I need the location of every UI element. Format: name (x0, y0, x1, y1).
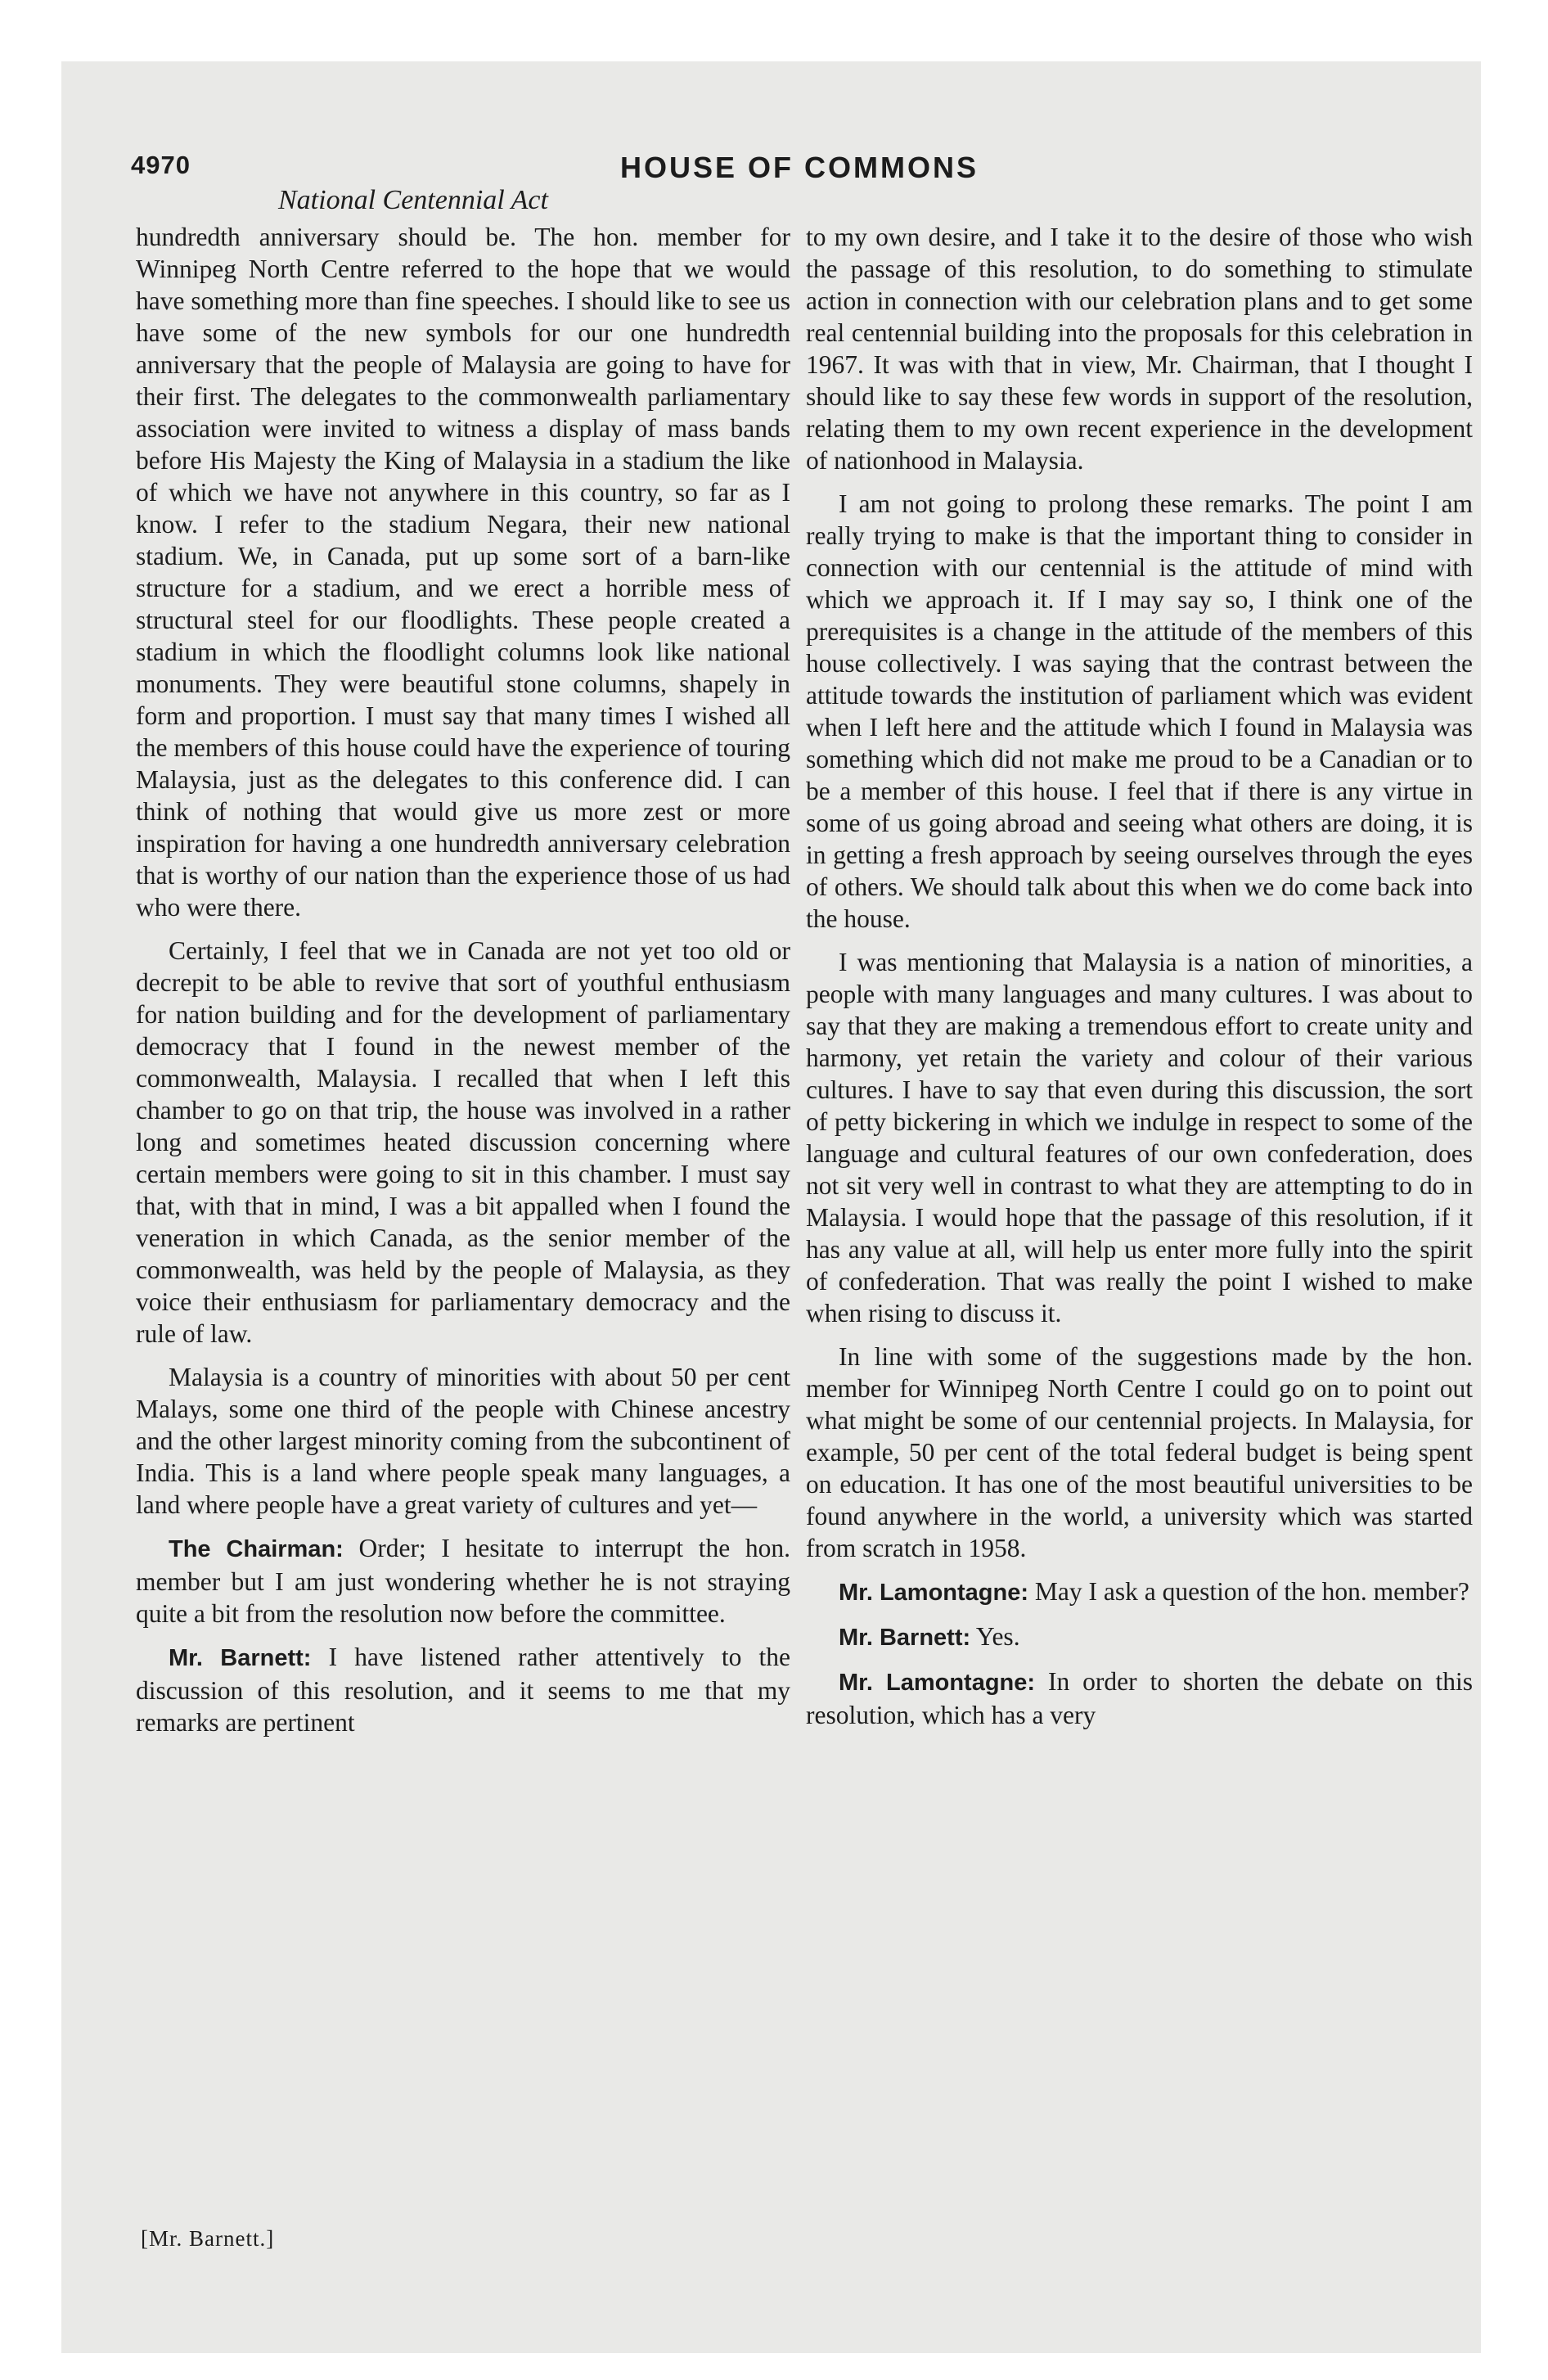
speech-text: May I ask a question of the hon. member? (1034, 1577, 1469, 1606)
speaker-reference: [Mr. Barnett.] (141, 2226, 275, 2251)
paragraph: Certainly, I feel that we in Canada are not yet too old or decrepit to be able to revive that sort of youthful enthusiasm for nation building and for the development of parliamentary democracy that I found in the newest member of the commonwealth, Malaysia. I recalled that when I left this chamber to go on that trip, the house was involved in a rather long and sometimes heated discussion concerning where certain members were going to sit in this chamber. I must say that, with that in mind, I was a bit appalled when I found the veneration in which Canada, as the senior member of the commonwealth, was held by the people of Malaysia, as they voice their enthusiasm for parliamentary democracy and the rule of law. (136, 936, 790, 1348)
speaker-name: Mr. Barnett: (169, 1645, 312, 1671)
paragraph: In line with some of the suggestions made by the hon. member for Winnipeg North Centre I could go on to point out what might be some of our centennial projects. In Malaysia, for example, 50 per cent of the total federal budget is being spent on education. It has one of the most beautiful universities to be found anywhere in the world, a university which was started from scratch in 1958. (806, 1342, 1473, 1562)
paragraph: Malaysia is a country of minorities with about 50 per cent Malays, some one third of the people with Chinese ancestry and the other largest minority coming from the subcontinent of India. This is a land where people speak many languages, a land where people have a great variety of cultures and yet— (136, 1363, 790, 1519)
paragraph: I am not going to prolong these remarks. The point I am really trying to make is that the important thing to consider in connection with our centennial is the attitude of mind with which we approach it. If I may say so, I think one of the prerequisites is a change in the attitude of the members of this house collectively. I was saying that the contrast between the attitude towards the institution of parliament which was evident when I left here and the attitude which I found in Malaysia was something which did not make me proud to be a Canadian or to be a member of this house. I feel that if there is any virtue in some of us going abroad and seeing what others are doing, it is in getting a fresh approach by seeing ourselves through the eyes of others. We should talk about this when we do come back into the house. (806, 489, 1473, 933)
page-title: HOUSE OF COMMONS (620, 151, 979, 184)
speaker-name: Mr. Lamontagne: (839, 1580, 1029, 1606)
left-column (136, 221, 790, 1738)
speech-text: I have listened rather attentively to the discussion of this resolution, and it seems to me that my remarks are pertinent (136, 1643, 790, 1737)
page-number: 4970 (131, 151, 191, 179)
speech-paragraph (136, 1641, 790, 1738)
speaker-name: The Chairman: (169, 1536, 344, 1562)
section-subtitle: National Centennial Act (278, 185, 548, 215)
speaker-name: Mr. Barnett: (839, 1625, 971, 1651)
speech-paragraph (806, 1575, 1473, 1609)
speech-paragraph (136, 1532, 790, 1629)
speech-text: Yes. (975, 1622, 1020, 1651)
speech-paragraph (806, 1620, 1473, 1654)
right-column (806, 221, 1473, 1731)
paragraph: hundredth anniversary should be. The hon. member for Winnipeg North Centre referred to the hope that we would have something more than fine speeches. I should like to see us have some of the new symbols for our one hundredth anniversary that the people of Malaysia are going to have for their first. The delegates to the commonwealth parliamentary association were invited to witness a display of mass bands before His Majesty the King of Malaysia in a stadium the like of which we have not anywhere in this country, so far as I know. I refer to the stadium Negara, their new national stadium. We, in Canada, put up some sort of a barn-like structure for a stadium, and we erect a horrible mess of structural steel for our floodlights. These people created a stadium in which the floodlight columns look like national monuments. They were beautiful stone columns, shapely in form and proportion. I must say that many times I wished all the members of this house could have the experience of touring Malaysia, just as the delegates to this conference did. I can think of nothing that would give us more zest or more inspiration for having a one hundredth anniversary celebration that is worthy of our nation than the experience those of us had who were there. (136, 223, 790, 922)
speaker-name: Mr. Lamontagne: (839, 1670, 1036, 1696)
speech-paragraph (806, 1666, 1473, 1731)
speech-text: Order; I hesitate to interrupt the hon. member but I am just wondering whether he is not straying quite a bit from the resolution now before the committee. (136, 1534, 791, 1628)
speech-text: In order to shorten the debate on this resolution, which has a very (806, 1667, 1474, 1729)
paragraph: to my own desire, and I take it to the desire of those who wish the passage of this resolution, to do something to stimulate action in connection with our celebration plans and to get some real centennial building into the proposals for this celebration in 1967. It was with that in view, Mr. Chairman, that I thought I should like to say these few words in support of the resolution, relating them to my own recent experience in the development of nationhood in Malaysia. (806, 223, 1473, 475)
paragraph: I was mentioning that Malaysia is a nation of minorities, a people with many languages and many cultures. I was about to say that they are making a tremendous effort to create unity and harmony, yet retain the variety and colour of their various cultures. I have to say that even during this discussion, the sort of petty bickering in which we indulge in respect to some of the language and cultural features of our own confederation, does not sit very well in contrast to what they are attempting to do in Malaysia. I would hope that the passage of this resolution, if it has any value at all, will help us enter more fully into the spirit of confederation. That was really the point I wished to make when rising to discuss it. (806, 948, 1473, 1327)
